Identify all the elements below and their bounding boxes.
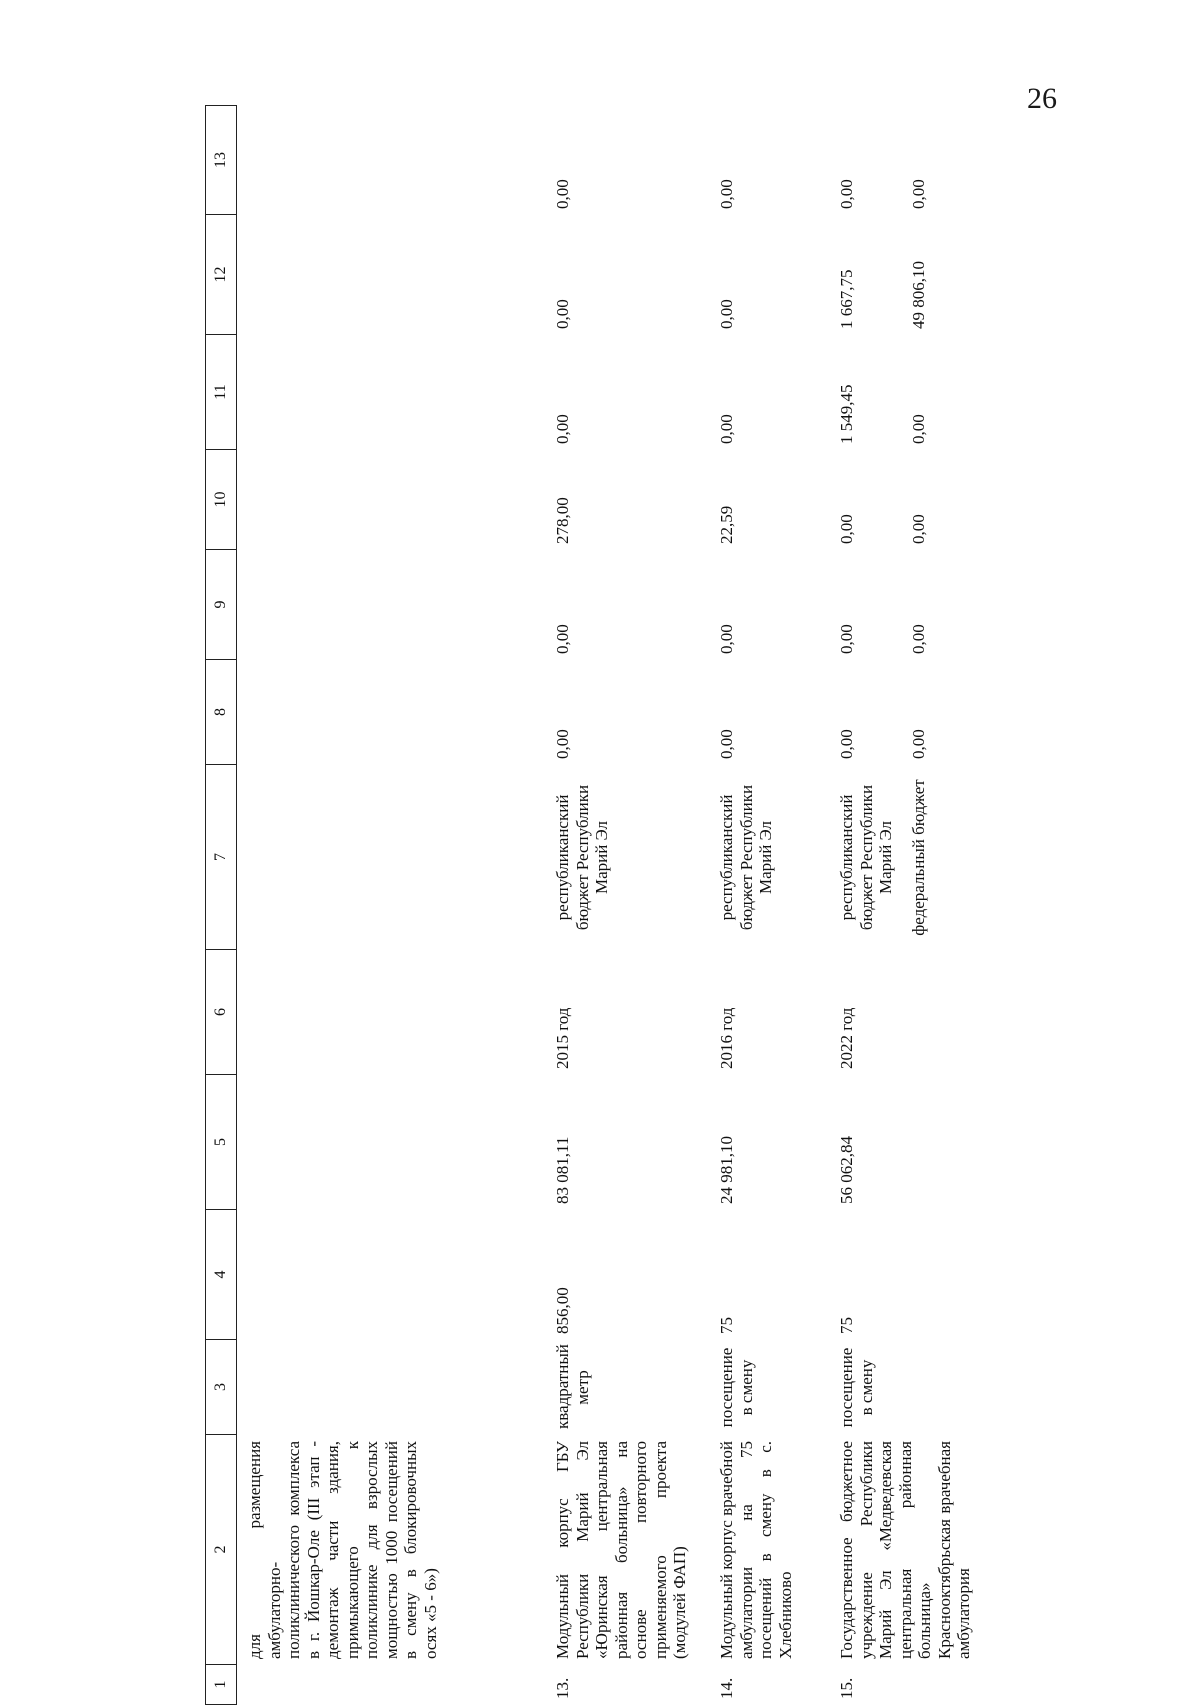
- unit-of-measure: посещение в смену: [837, 1347, 876, 1428]
- column-number-9: 9: [206, 550, 236, 660]
- amount-col-10: 278,00: [553, 497, 572, 544]
- capacity-value: 856,00: [553, 1287, 572, 1334]
- amount-col-11: 0,00: [553, 414, 572, 444]
- row-number: 14.: [717, 1677, 736, 1699]
- column-number-2: 2: [206, 1435, 236, 1665]
- row-number: 13.: [553, 1677, 572, 1699]
- object-name: Модульный корпус ГБУ Республики Марий Эл «Юринская центральная районная больница» на основе повторного применяемого проекта (модулей ФАП): [553, 1441, 689, 1659]
- estimated-cost: 24 981,10: [717, 1136, 736, 1204]
- amount-col-8: 0,00: [553, 729, 572, 759]
- amount-col-12: 0,00: [553, 299, 572, 329]
- amount-col-10: 22,59: [717, 505, 736, 544]
- capacity-value: 75: [837, 1317, 856, 1334]
- object-name: Государственное бюджетное учреждение Республики Марий Эл «Медведевская центральная районная больница» Краснооктябрьская врачебная амбулатория: [837, 1441, 973, 1659]
- column-number-8: 8: [206, 660, 236, 765]
- amount-col-11: 0,00: [717, 414, 736, 444]
- amount-col-13: 0,00: [553, 179, 572, 209]
- amount-col-8: 0,00: [717, 729, 736, 759]
- amount-col-8: 0,00: [837, 729, 856, 759]
- amount-col-13: 0,00: [717, 179, 736, 209]
- column-number-3: 3: [206, 1340, 236, 1435]
- amount-col-12: 49 806,10: [909, 261, 928, 329]
- funding-source: республиканский бюджет Республики Марий Эл: [717, 784, 775, 931]
- object-name: Модульный корпус врачебной амбулатории на 75 посещений в смену в с. Хлебниково: [717, 1441, 795, 1659]
- page-number: 26: [1027, 82, 1057, 115]
- column-number-13: 13: [206, 105, 236, 215]
- funding-source: федеральный бюджет: [909, 779, 928, 936]
- amount-col-10: 0,00: [837, 514, 856, 544]
- object-name: для размещения амбулаторно-поликлинического комплекса в г. Йошкар-Оле (III этап - демонтаж части здания, примыкающего к поликлинике для взрослых мощностью 1000 посещений в смену в блокировочных осях «5 - 6»): [245, 1441, 440, 1659]
- column-number-10: 10: [206, 450, 236, 550]
- budget-table: [185, 105, 1185, 1705]
- amount-col-12: 1 667,75: [837, 269, 856, 329]
- funding-source: республиканский бюджет Республики Марий Эл: [553, 784, 611, 931]
- amount-col-8: 0,00: [909, 729, 928, 759]
- column-number-6: 6: [206, 950, 236, 1075]
- funding-source: республиканский бюджет Республики Марий Эл: [837, 784, 895, 931]
- amount-col-9: 0,00: [909, 624, 928, 654]
- amount-col-9: 0,00: [717, 624, 736, 654]
- column-number-12: 12: [206, 215, 236, 335]
- capacity-value: 75: [717, 1317, 736, 1334]
- column-number-11: 11: [206, 335, 236, 450]
- year: 2016 год: [717, 1007, 736, 1069]
- amount-col-9: 0,00: [553, 624, 572, 654]
- year: 2015 год: [553, 1007, 572, 1069]
- column-number-header: [205, 105, 237, 1705]
- year: 2022 год: [837, 1007, 856, 1069]
- column-number-1: 1: [206, 1665, 236, 1705]
- column-number-4: 4: [206, 1210, 236, 1340]
- amount-col-11: 0,00: [909, 414, 928, 444]
- amount-col-9: 0,00: [837, 624, 856, 654]
- amount-col-10: 0,00: [909, 514, 928, 544]
- amount-col-12: 0,00: [717, 299, 736, 329]
- estimated-cost: 83 081,11: [553, 1136, 572, 1204]
- amount-col-13: 0,00: [909, 179, 928, 209]
- column-number-7: 7: [206, 765, 236, 950]
- unit-of-measure: посещение в смену: [717, 1347, 756, 1428]
- column-number-5: 5: [206, 1075, 236, 1210]
- row-number: 15.: [837, 1677, 856, 1699]
- amount-col-11: 1 549,45: [837, 384, 856, 444]
- amount-col-13: 0,00: [837, 179, 856, 209]
- estimated-cost: 56 062,84: [837, 1136, 856, 1204]
- unit-of-measure: квадратный метр: [553, 1344, 592, 1429]
